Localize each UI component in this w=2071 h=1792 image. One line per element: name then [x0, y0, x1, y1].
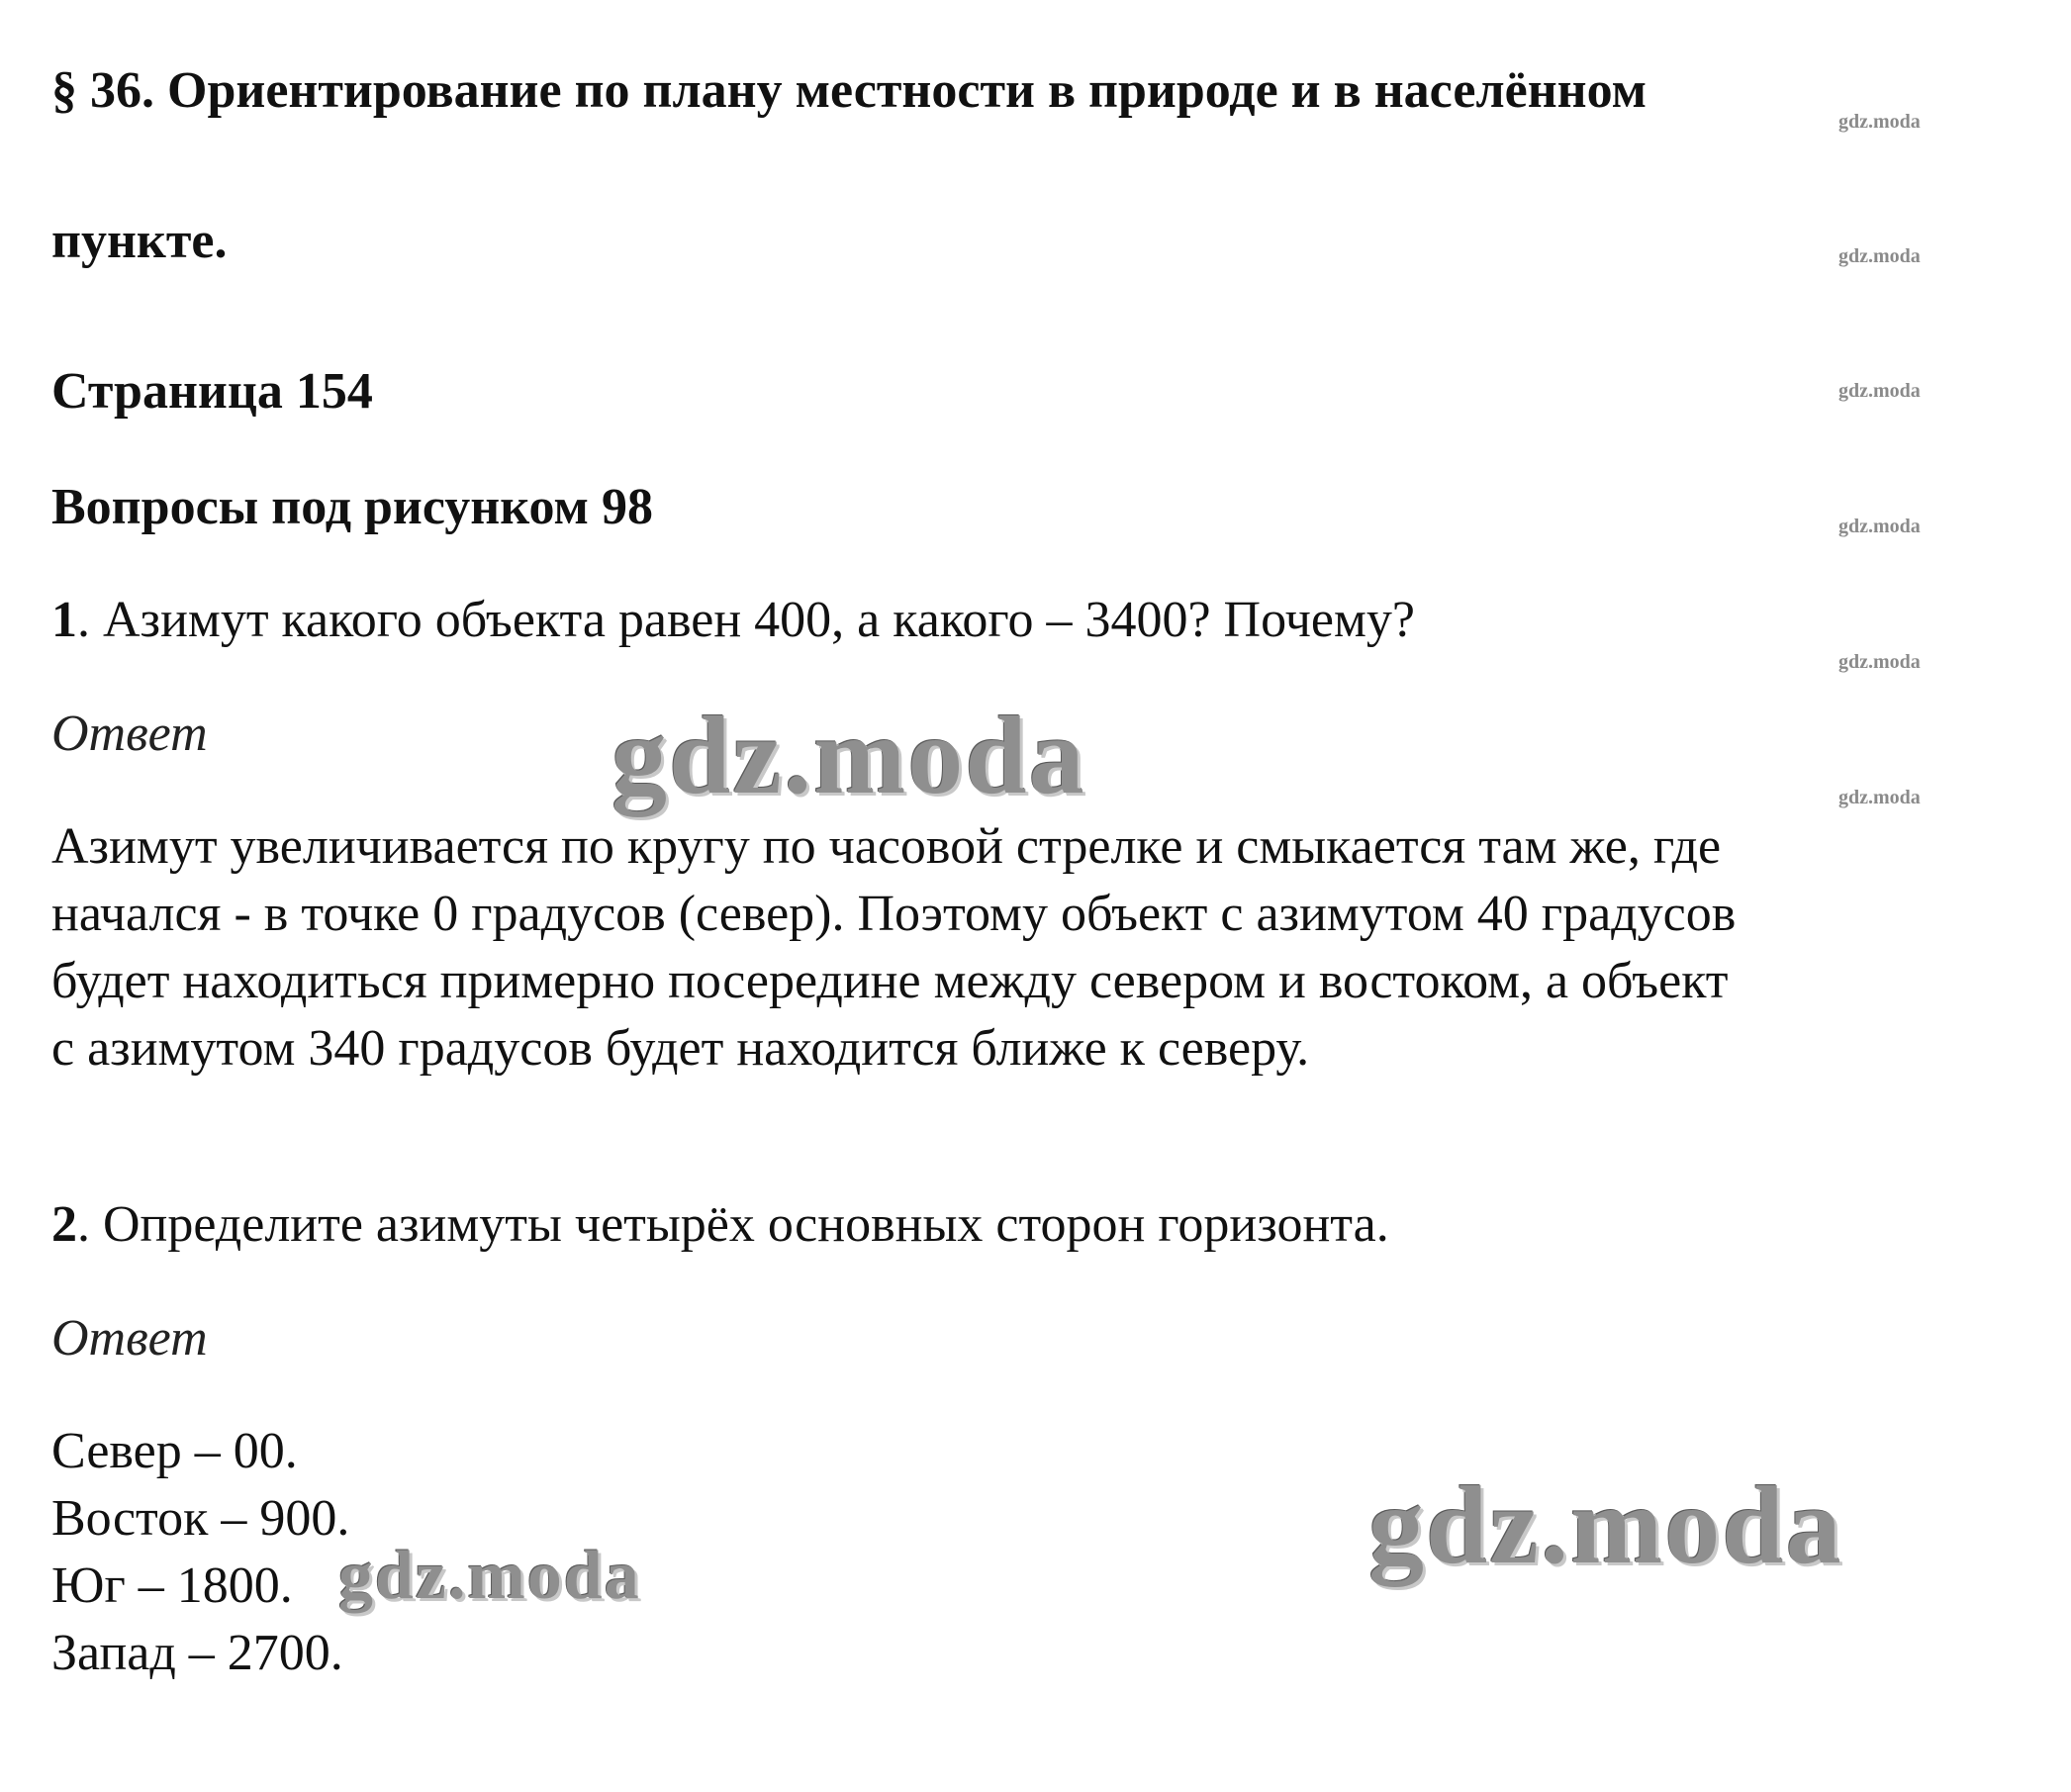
question-1-number: 1 [51, 592, 77, 648]
answer-2-line: Юг – 1800. [51, 1557, 293, 1614]
watermark-small: gdz.moda [1838, 111, 1921, 133]
question-1-text: . Азимут какого объекта равен 400, а какого – 3400? Почему? [77, 592, 1415, 648]
watermark-small: gdz.moda [1838, 380, 1921, 402]
answer-2-label: Ответ [51, 1310, 208, 1367]
section-title: Вопросы под рисунком 98 [51, 479, 653, 535]
watermark-small: gdz.moda [1838, 516, 1921, 537]
watermark-large: gdz.moda [338, 1538, 641, 1614]
watermark-small: gdz.moda [1838, 651, 1921, 673]
watermark-large: gdz.moda [1368, 1464, 1843, 1587]
heading-line-1: § 36. Ориентирование по плану местности в природе и в населённом [51, 62, 1647, 119]
answer-1-line: Азимут увеличивается по кругу по часовой стрелке и смыкается там же, где [51, 818, 1722, 875]
answer-2-line: Север – 00. [51, 1423, 298, 1479]
answer-2-line: Восток – 900. [51, 1490, 350, 1547]
answer-1-label: Ответ [51, 706, 208, 762]
answer-1-line: с азимутом 340 градусов будет находится ближе к северу. [51, 1020, 1310, 1077]
watermark-large: gdz.moda [612, 695, 1086, 817]
question-2-number: 2 [51, 1196, 77, 1253]
answer-1-line: будет находиться примерно посередине между севером и востоком, а объект [51, 953, 1729, 1009]
answer-1-body [51, 813, 1981, 1083]
watermark-small: gdz.moda [1838, 787, 1921, 808]
heading-line-2: пункте. [51, 213, 228, 269]
answer-2-line: Запад – 2700. [51, 1625, 343, 1681]
watermark-small: gdz.moda [1838, 245, 1921, 267]
answer-1-line: начался - в точке 0 градусов (север). Поэтому объект с азимутом 40 градусов [51, 886, 1737, 942]
page-label: Страница 154 [51, 363, 373, 420]
question-2-text: . Определите азимуты четырёх основных сторон горизонта. [77, 1196, 1389, 1253]
question-2 [51, 1195, 1389, 1254]
question-1 [51, 591, 1415, 649]
